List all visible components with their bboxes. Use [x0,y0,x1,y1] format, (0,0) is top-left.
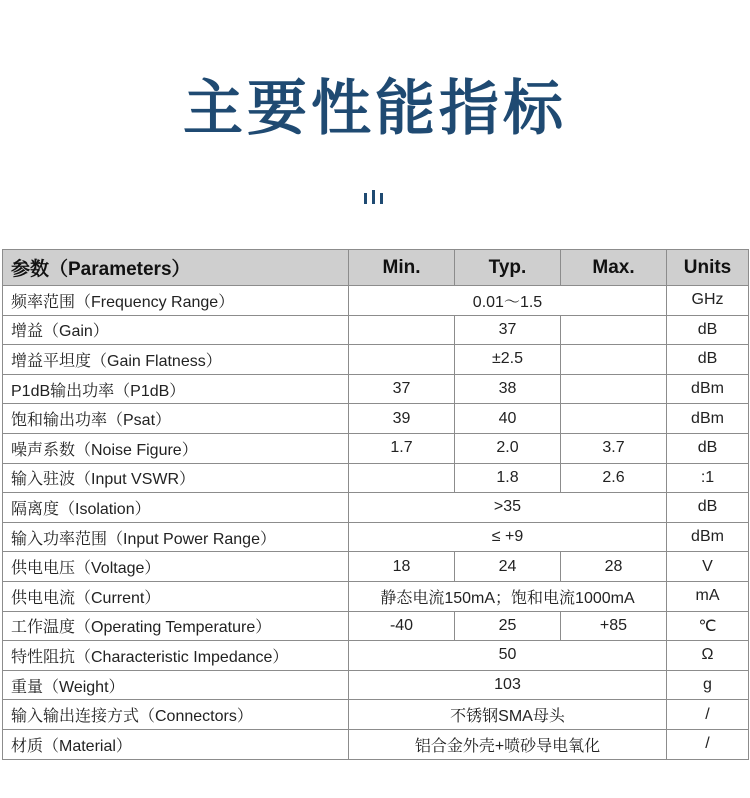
max-cell [561,345,667,375]
max-cell: +85 [561,611,667,641]
min-cell [349,315,455,345]
units-cell: dB [667,493,749,523]
typ-cell: ±2.5 [455,345,561,375]
min-cell [349,463,455,493]
param-cell: 输入功率范围（Input Power Range） [3,522,349,552]
header-typ: Typ. [455,250,561,286]
header-units: Units [667,250,749,286]
table-row [3,345,749,375]
units-cell: :1 [667,463,749,493]
typ-cell: 2.0 [455,433,561,463]
table-row [3,463,749,493]
merged-value-cell: 铝合金外壳+喷砂导电氧化 [349,729,667,759]
param-cell: 隔离度（Isolation） [3,493,349,523]
units-cell: / [667,700,749,730]
param-cell: 增益平坦度（Gain Flatness） [3,345,349,375]
typ-cell: 40 [455,404,561,434]
merged-value-cell: 50 [349,641,667,671]
param-cell: 噪声系数（Noise Figure） [3,433,349,463]
table-row [3,581,749,611]
table-row [3,552,749,582]
units-cell: g [667,670,749,700]
page-title: 主要性能指标 [183,74,567,144]
min-cell: 39 [349,404,455,434]
min-cell [349,345,455,375]
param-cell: 增益（Gain） [3,315,349,345]
min-cell: -40 [349,611,455,641]
param-cell: 频率范围（Frequency Range） [3,286,349,316]
header-max: Max. [561,250,667,286]
table-row [3,522,749,552]
param-cell: 材质（Material） [3,729,349,759]
table-row [3,374,749,404]
param-cell: 特性阻抗（Characteristic Impedance） [3,641,349,671]
table-row [3,404,749,434]
decorative-bars-icon [364,190,386,204]
max-cell: 3.7 [561,433,667,463]
table-row [3,315,749,345]
units-cell: ℃ [667,611,749,641]
param-cell: 饱和输出功率（Psat） [3,404,349,434]
max-cell: 28 [561,552,667,582]
units-cell: dB [667,315,749,345]
table-row [3,611,749,641]
merged-value-cell: 不锈钢SMA母头 [349,700,667,730]
min-cell: 37 [349,374,455,404]
param-cell: 工作温度（Operating Temperature） [3,611,349,641]
units-cell: dB [667,345,749,375]
header-parameters: 参数（Parameters） [3,250,349,286]
header-min: Min. [349,250,455,286]
table-header-row [3,250,749,286]
param-cell: 输入驻波（Input VSWR） [3,463,349,493]
units-cell: V [667,552,749,582]
units-cell: dBm [667,374,749,404]
merged-value-cell: 103 [349,670,667,700]
units-cell: mA [667,581,749,611]
param-cell: P1dB输出功率（P1dB） [3,374,349,404]
typ-cell: 37 [455,315,561,345]
max-cell [561,374,667,404]
param-cell: 重量（Weight） [3,670,349,700]
min-cell: 18 [349,552,455,582]
table-row [3,641,749,671]
typ-cell: 25 [455,611,561,641]
units-cell: Ω [667,641,749,671]
specifications-table [2,249,749,760]
merged-value-cell: >35 [349,493,667,523]
units-cell: / [667,729,749,759]
merged-value-cell: 0.01～1.5 [349,286,667,316]
typ-cell: 24 [455,552,561,582]
typ-cell: 1.8 [455,463,561,493]
table-row [3,670,749,700]
table-row [3,700,749,730]
merged-value-cell: ≤ +9 [349,522,667,552]
units-cell: dBm [667,522,749,552]
table-row [3,433,749,463]
units-cell: dBm [667,404,749,434]
max-cell: 2.6 [561,463,667,493]
max-cell [561,315,667,345]
min-cell: 1.7 [349,433,455,463]
units-cell: GHz [667,286,749,316]
units-cell: dB [667,433,749,463]
param-cell: 供电电流（Current） [3,581,349,611]
merged-value-cell: 静态电流150mA；饱和电流1000mA [349,581,667,611]
max-cell [561,404,667,434]
param-cell: 输入输出连接方式（Connectors） [3,700,349,730]
table-row [3,493,749,523]
typ-cell: 38 [455,374,561,404]
table-row [3,729,749,759]
table-row [3,286,749,316]
param-cell: 供电电压（Voltage） [3,552,349,582]
